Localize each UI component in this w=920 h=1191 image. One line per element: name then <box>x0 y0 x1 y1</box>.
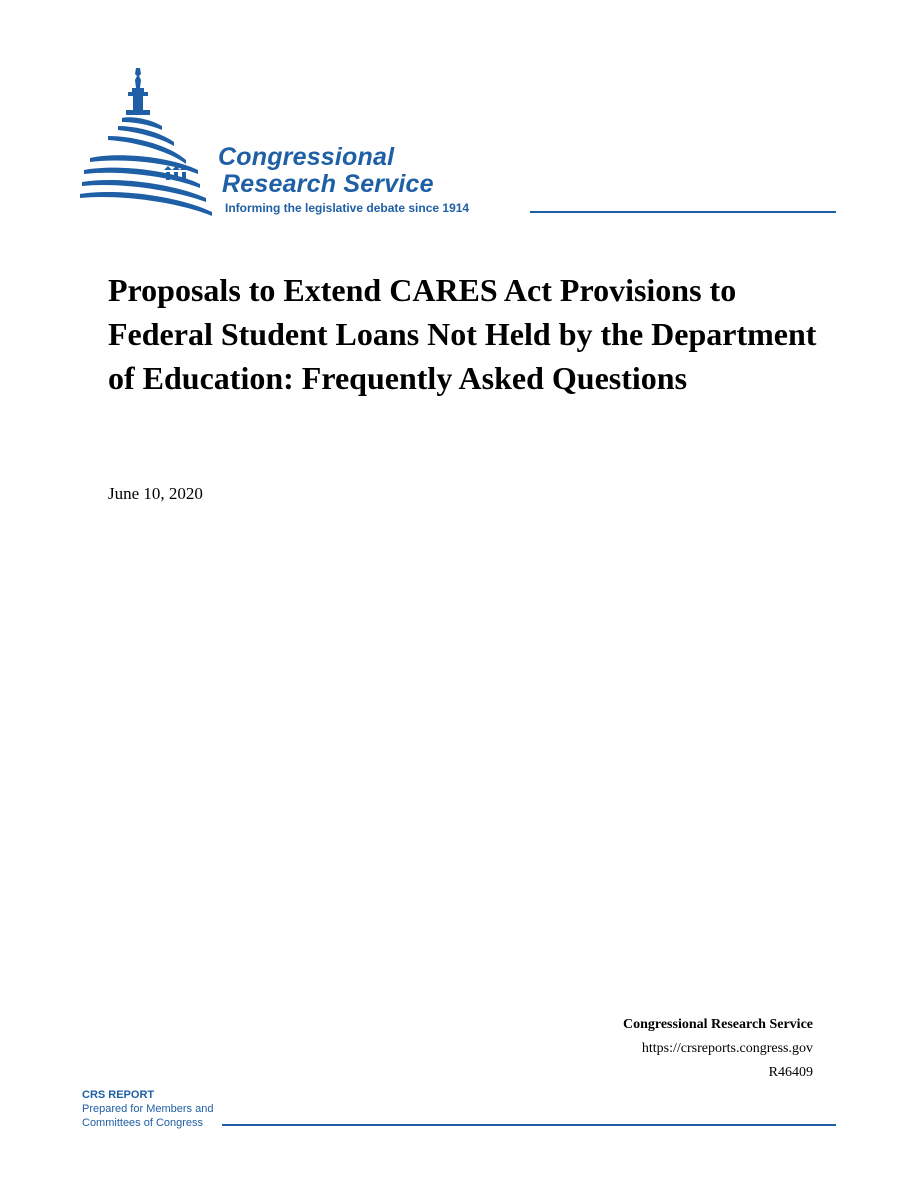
logo-tagline: Informing the legislative debate since 1914 <box>225 201 470 215</box>
organization-wordmark <box>218 144 434 198</box>
footer-line2: Committees of Congress <box>82 1117 204 1129</box>
publisher-block <box>623 1013 813 1085</box>
footer-line1: Prepared for Members and <box>82 1103 214 1115</box>
report-title: Proposals to Extend CARES Act Provisions to Federal Student Loans Not Held by the Department of Education: Frequently Asked Questions <box>108 272 817 396</box>
report-number: R46409 <box>768 1065 813 1080</box>
publisher-name: Congressional Research Service <box>622 1017 813 1032</box>
crs-logo <box>78 66 838 221</box>
footer-label: CRS REPORT <box>82 1089 155 1101</box>
wordmark-line1: Congressional <box>218 143 395 171</box>
footer <box>82 1088 213 1130</box>
wordmark-line2: Research Service <box>222 170 434 198</box>
report-date: June 10, 2020 <box>108 484 203 503</box>
capitol-dome-icon <box>78 66 218 216</box>
header-divider <box>530 211 836 213</box>
footer-divider <box>222 1124 836 1126</box>
publisher-url[interactable]: https://crsreports.congress.gov <box>641 1041 813 1056</box>
